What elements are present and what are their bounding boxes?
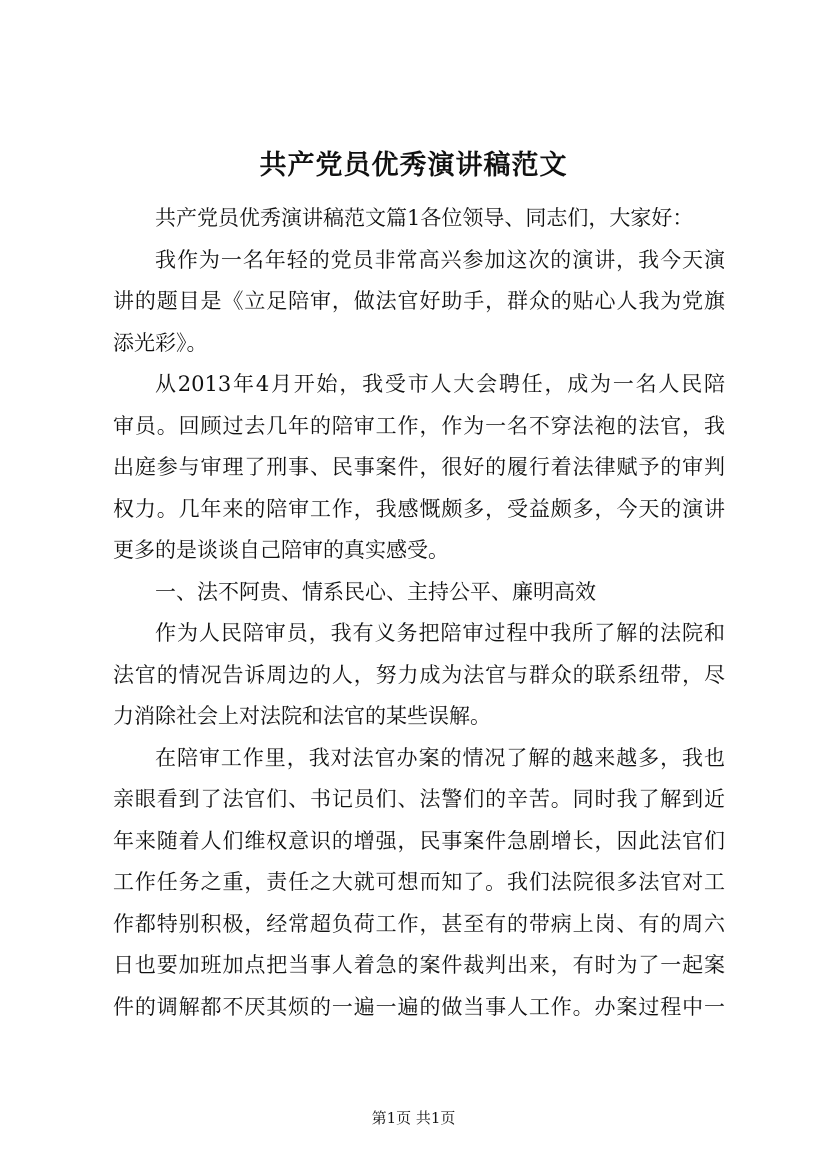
text-line: 添光彩》。 xyxy=(113,330,208,355)
page-footer: 第1页 共1页 xyxy=(371,1109,456,1127)
text-line: 讲的题目是《立足陪审，做法官好助手，群众的贴心人我为党旗 xyxy=(113,289,725,313)
text-line: 权力。几年来的陪审工作，我感慨颇多，受益颇多，今天的演讲 xyxy=(113,496,725,521)
text-line: 工作任务之重，责任之大就可想而知了。我们法院很多法官对工 xyxy=(113,870,725,894)
text-line: 年来随着人们维权意识的增强，民事案件急剧增长，因此法官们 xyxy=(113,828,725,853)
text-line: 日也要加班加点把当事人着急的案件裁判出来，有时为了一起案 xyxy=(113,953,725,977)
section-heading: 一、法不阿贵、情系民心、主持公平、廉明高效 xyxy=(155,579,596,604)
text-line: 审员。回顾过去几年的陪审工作，作为一名不穿法袍的法官，我 xyxy=(113,413,725,438)
text-line: 共产党员优秀演讲稿范文篇1各位领导、同志们，大家好： xyxy=(155,206,694,230)
text-line: 法官的情况告诉周边的人，努力成为法官与群众的联系纽带，尽 xyxy=(113,662,725,687)
text-line: 更多的是谈谈自己陪审的真实感受。 xyxy=(113,538,449,562)
text-line: 作为人民陪审员，我有义务把陪审过程中我所了解的法院和 xyxy=(155,621,725,645)
text-line: 作都特别积极，经常超负荷工作，甚至有的带病上岗、有的周六 xyxy=(113,911,725,936)
text-line: 件的调解都不厌其烦的一遍一遍的做当事人工作。办案过程中一 xyxy=(113,994,725,1019)
text-line: 从2013年4月开始，我受市人大会聘任，成为一名人民陪 xyxy=(155,372,725,396)
document-title: 共产党员优秀演讲稿范文 xyxy=(259,150,568,181)
document-body xyxy=(113,198,725,1028)
text-line: 我作为一名年轻的党员非常高兴参加这次的演讲，我今天演 xyxy=(155,247,725,272)
text-line: 出庭参与审理了刑事、民事案件，很好的履行着法律赋予的审判 xyxy=(113,455,725,479)
text-line: 力消除社会上对法院和法官的某些误解。 xyxy=(113,704,491,728)
text-line: 在陪审工作里，我对法官办案的情况了解的越来越多，我也 xyxy=(155,745,725,770)
text-line: 亲眼看到了法官们、书记员们、法警们的辛苦。同时我了解到近 xyxy=(113,787,725,811)
